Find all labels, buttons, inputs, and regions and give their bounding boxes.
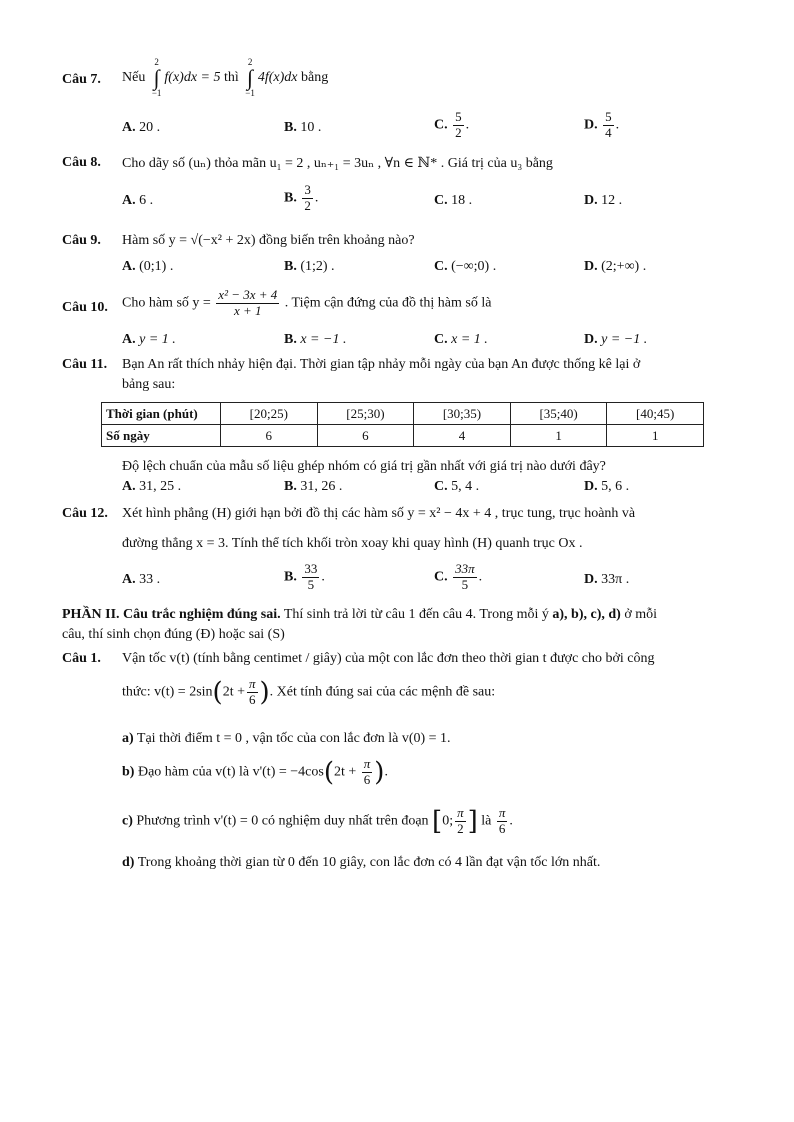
table-cell: 4 [414,425,511,447]
part-2-intro-line2: câu, thí sinh chọn đúng (Đ) hoặc sai (S) [62,627,285,642]
q12-option-b[interactable]: B. $\frac{33}{5}$ . [284,561,325,592]
table-cell: [35;40) [510,403,607,425]
q10-option-d[interactable]: D. y = −1 . [584,332,648,347]
part2-question-1 [62,651,742,871]
q11-option-d[interactable]: D. 5, 6 . [584,479,630,494]
question-7-label: Câu 7. [62,72,101,87]
q8-option-d[interactable]: D. 12 . [584,193,623,208]
q9-option-c[interactable]: C. (−∞;0) . [434,259,497,274]
statement-a[interactable]: a) Tại thời điểm t = 0 , vận tốc của con lắc đơn là v(0) = 1. [122,731,451,746]
statement-d[interactable]: d) Trong khoảng thời gian từ 0 đến 10 giây, con lắc đơn có 4 lần đạt vận tốc lớn nhất. [122,855,601,870]
q10-fraction: $\frac{\text{x² − 3x + 4}}{x + 1}$ [218,287,278,318]
question-12-line2: đường thẳng x = 3. Tính thể tích khối tròn xoay khi quay hình (H) quanh trục Ox . [122,536,583,551]
table-cell: [30;35) [414,403,511,425]
q9-option-d[interactable]: D. (2;+∞) . [584,259,647,274]
q11-option-c[interactable]: C. 5, 4 . [434,479,480,494]
question-11-line1: Bạn An rất thích nhảy hiện đại. Thời gian tập nhảy mỗi ngày của bạn An được thống kê lại ở [122,357,641,372]
question-7-stem: Nếu 2 ∫ −1 f(x)dx = 5 thì 2 ∫ −1 4f(x)dx bằng [122,57,329,98]
part2-question-1-label: Câu 1. [62,651,101,666]
q7-option-d[interactable]: D. $\frac{5}{4}$ . [584,109,620,140]
table-cell: [20;25) [221,403,318,425]
question-9-stem: Hàm số y = √(−x² + 2x) đồng biến trên khoảng nào? [122,233,415,248]
question-11-label: Câu 11. [62,357,108,372]
question-8-label: Câu 8. [62,155,101,170]
table-header-cell: Thời gian (phút) [102,403,221,425]
q10-option-c[interactable]: C. x = 1 . [434,332,488,347]
question-9 [62,233,742,283]
question-12-line1: Xét hình phẳng (H) giới hạn bởi đồ thị các hàm số y = x² − 4x + 4 , trục tung, trục hoành và [122,506,636,521]
question-8-stem: Cho dãy số (uₙ) thỏa mãn u₁ = 2 , uₙ₊₁ = 3uₙ , ∀n ∈ ℕ* . Giá trị của u₃ bằng [122,156,553,171]
question-7 [62,58,742,158]
q11-option-a[interactable]: A. 31, 25 . [122,479,182,494]
question-12-label: Câu 12. [62,506,108,521]
table-cell: [25;30) [317,403,414,425]
question-10-label: Câu 10. [62,300,108,315]
table-cell: [40;45) [607,403,704,425]
question-11-tail [62,459,742,499]
frequency-table [101,402,704,447]
table-row [102,425,704,447]
q10-option-b[interactable]: B. x = −1 . [284,332,347,347]
question-10-stem: Cho hàm số y = $\frac{\text{x² − 3x + 4}}{x + 1}$ . Tiệm cận đứng của đồ thị hàm số là [122,287,492,318]
question-8 [62,155,742,225]
statement-c[interactable]: c) Phương trình v'(t) = 0 có nghiệm duy nhất trên đoạn [0; $\frac{\pi}{2}$ ] là $\frac{\pi}{6}$ . [122,805,513,837]
question-12 [62,506,742,601]
integral-1: 2 ∫ −1 [151,57,162,98]
question-11-question: Độ lệch chuẩn của mẫu số liệu ghép nhóm có giá trị gần nhất với giá trị nào dưới đây? [122,459,606,474]
table-cell: 6 [317,425,414,447]
q8-option-c[interactable]: C. 18 . [434,193,473,208]
q7-option-b[interactable]: B. 10 . [284,120,322,135]
q8-option-a[interactable]: A. 6 . [122,193,154,208]
part-2-heading: PHẦN II. Câu trắc nghiệm đúng sai. Thí sinh trả lời từ câu 1 đến câu 4. Trong mỗi ý a), b), c), d) ở mỗi [62,607,657,622]
q12-option-d[interactable]: D. 33π . [584,572,630,587]
question-9-label: Câu 9. [62,233,101,248]
q7-option-c[interactable]: C. $\frac{5}{2}$ . [434,109,470,140]
question-10 [62,288,742,348]
q12-option-c[interactable]: C. $\frac{33\pi}{5}$ . [434,561,483,592]
part2-question-1-formula: thức: v(t) = 2sin(2t + $\frac{\pi}{6}$ ). Xét tính đúng sai của các mệnh đề sau: [122,676,496,708]
q7-option-a[interactable]: A. 20 . [122,120,161,135]
table-header-cell: Số ngày [102,425,221,447]
statement-b[interactable]: b) Đạo hàm của v(t) là v'(t) = −4cos(2t + $\frac{\pi}{6}$ ). [122,756,388,788]
table-cell: 1 [607,425,704,447]
q8-option-b[interactable]: B. $\frac{3}{2}$ . [284,182,319,213]
q9-option-a[interactable]: A. (0;1) . [122,259,174,274]
table-cell: 1 [510,425,607,447]
q9-option-b[interactable]: B. (1;2) . [284,259,335,274]
q12-option-a[interactable]: A. 33 . [122,572,161,587]
table-cell: 6 [221,425,318,447]
part2-question-1-line1: Vận tốc v(t) (tính bằng centimet / giây) của một con lắc đơn theo thời gian t được cho bởi công [122,651,655,666]
table-row [102,403,704,425]
question-11-line2: bảng sau: [122,377,176,392]
question-11 [62,357,742,401]
q10-option-a[interactable]: A. y = 1 . [122,332,176,347]
integral-2: 2 ∫ −1 [245,57,255,98]
q11-option-b[interactable]: B. 31, 26 . [284,479,343,494]
